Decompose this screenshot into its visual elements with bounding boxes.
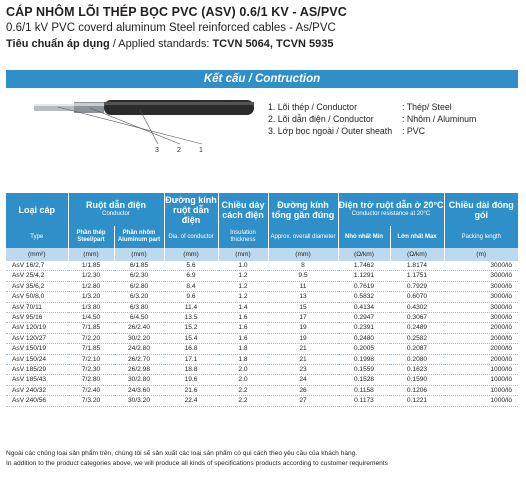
table-cell: 11 [268,281,338,291]
standards-line [6,36,347,52]
table-cell: 15.2 [164,323,218,333]
table-cell: 7/2.30 [68,365,114,375]
col-overall: Đường kính tổng gần đúng [268,193,338,226]
table-cell: AsV 120/27 [6,333,68,343]
units-row [6,248,518,261]
conductor-vi: Ruột dẫn điện [86,200,146,210]
conductor-en: Conductor [102,211,130,217]
legend-label: 2. Lõi dẫn điện / Conductor [268,114,374,124]
table-cell: 0.2489 [390,323,444,333]
footnote-vi: Ngoài các chủng loại sản phẩm trên, chúng tôi sẽ sản xuất các loại sản phẩm có qui cách theo yêu cầu của khách hàng. [6,450,358,457]
table-cell: 1.1751 [390,271,444,281]
table-cell: AsV 185/43 [6,375,68,385]
table-cell: 3000/lô [444,302,518,312]
page-subtitle: 0.6/1 kV PVC coverd aluminum Steel reinforced cables - As/PVC [6,22,336,34]
sub-alu: Phần nhôm Aluminum part [114,226,164,248]
legend-value: : PVC [402,126,425,136]
table-cell: 21 [268,344,338,354]
header-row-2 [6,226,518,248]
table-cell: 24 [268,375,338,385]
table-cell: 1000/lô [444,396,518,406]
sub-type: Type [6,226,68,248]
table-cell: AsV 120/19 [6,323,68,333]
col-insulation: Chiều dày cách điện [218,193,268,226]
resistance-en: Conductor resistance at 20°C [351,211,431,217]
table-cell: AsV 16/2,7 [6,261,68,271]
table-cell: 2000/lô [444,333,518,343]
table-cell: 27 [268,396,338,406]
table-cell: 21 [268,354,338,364]
table-cell: 26/2.70 [114,354,164,364]
table-cell: 1.1291 [338,271,390,281]
unit-cell: (m) [444,248,518,261]
table-cell: 5.6 [164,261,218,271]
legend-row [268,125,476,137]
table-cell: 2000/lô [444,354,518,364]
construction-legend [268,101,476,137]
table-row [6,292,518,302]
legend-label: 1. Lõi thép / Conductor [268,102,358,112]
table-row [6,313,518,323]
footnote-en: In addition to the product categories above, we will produce all kinds of specifications products according to customer requirements [6,460,388,467]
sub-dia: Dia. of conductor [164,226,218,248]
table-cell: 1/2.30 [68,271,114,281]
table-cell: 0.7929 [390,281,444,291]
table-cell: 2.2 [218,385,268,395]
table-cell: 23 [268,365,338,375]
table-cell: 1.8 [218,354,268,364]
table-cell: 11.4 [164,302,218,312]
table-cell: 1000/lô [444,365,518,375]
table-cell: 16.8 [164,344,218,354]
table-cell: 24/3.60 [114,385,164,395]
table-cell: 1.2 [218,281,268,291]
table-cell: 1/1.85 [68,261,114,271]
table-cell: 2000/lô [444,323,518,333]
table-cell: 0.1559 [338,365,390,375]
table-cell: 3000/lô [444,313,518,323]
page-title: CÁP NHÔM LÕI THÉP BỌC PVC (ASV) 0.6/1 KV - AS/PVC [6,5,347,19]
table-cell: 21.6 [164,385,218,395]
table-cell: 0.1158 [338,385,390,395]
col-diameter: Đường kính ruột dẫn điện [165,194,217,225]
table-cell: 30/3.20 [114,396,164,406]
table-cell: 6/2.80 [114,281,164,291]
table-cell: 0.4302 [390,302,444,312]
unit-cell: (mm) [218,248,268,261]
table-cell: 1.2 [218,271,268,281]
table-cell: 6/4.50 [114,313,164,323]
table-cell: 13.5 [164,313,218,323]
legend-label: 3. Lớp bọc ngoài / Outer sheath [268,126,393,136]
table-cell: AsV 50/8,0 [6,292,68,302]
table-cell: 3000/lô [444,281,518,291]
table-cell: 7/1.85 [68,323,114,333]
table-cell: 15.4 [164,333,218,343]
unit-cell: (Ω/km) [338,248,390,261]
table-cell: 1.4 [218,302,268,312]
table-cell: 0.2087 [390,344,444,354]
table-cell: 0.2005 [338,344,390,354]
unit-cell: (Ω/km) [390,248,444,261]
header-row-1 [6,193,518,226]
table-cell: 0.1623 [390,365,444,375]
table-cell: AsV 70/11 [6,302,68,312]
table-cell: 0.4134 [338,302,390,312]
legend-row [268,113,476,125]
table-cell: 1.8174 [390,261,444,271]
footnote [6,449,388,469]
table-cell: 17 [268,313,338,323]
table-cell: 19 [268,323,338,333]
table-cell: 15 [268,302,338,312]
table-cell: 26 [268,385,338,395]
table-cell: 0.2947 [338,313,390,323]
table-cell: 1.8 [218,344,268,354]
table-cell: 7/1.85 [68,344,114,354]
table-cell: 2.0 [218,375,268,385]
table-cell: 19 [268,333,338,343]
col-packing: Chiều dài đóng gói [444,193,518,226]
table-cell: AsV 95/16 [6,313,68,323]
table-cell: 8.4 [164,281,218,291]
table-cell: AsV 150/19 [6,344,68,354]
table-cell: 17.1 [164,354,218,364]
table-cell: 1.2 [218,292,268,302]
unit-cell: (mm) [68,248,114,261]
table-cell: 0.1528 [338,375,390,385]
unit-cell: (mm) [114,248,164,261]
table-cell: 1.6 [218,323,268,333]
table-cell: 22.4 [164,396,218,406]
table-cell: 9.5 [268,271,338,281]
table-cell: 7/2.80 [68,375,114,385]
legend-value: : Nhôm / Aluminum [402,114,477,124]
section-band: Kết cấu / Contruction [6,70,518,88]
table-row [6,354,518,364]
standards-prefix-en: / Applied standards: [109,38,213,50]
sub-rmin: Nhỏ nhất Min [338,226,390,248]
cable-label-3: 3 [155,147,159,154]
table-cell: 7/2.40 [68,385,114,395]
col-type: Loại cáp [6,193,68,226]
table-cell: 7/3.20 [68,396,114,406]
resistance-vi: Điện trở ruột dẫn ở 20°C [338,200,444,210]
table-cell: AsV 35/6,2 [6,281,68,291]
cable-label-1: 1 [199,147,203,154]
table-cell: 0.1590 [390,375,444,385]
table-cell: 1/3.20 [68,292,114,302]
unit-cell: (mm²) [6,248,68,261]
sub-steel: Phần thép Steel/part [68,226,114,248]
table-cell: AsV 25/4,2 [6,271,68,281]
cable-illustration [20,96,260,156]
legend-row [268,101,476,113]
table-cell: 6/3.80 [114,302,164,312]
unit-cell: (mm) [164,248,218,261]
table-cell: 0.2582 [390,333,444,343]
table-cell: 1/3.80 [68,302,114,312]
table-cell: AsV 240/56 [6,396,68,406]
sub-rmax: Lớn nhất Max [390,226,444,248]
table-row [6,271,518,281]
table-cell: 2.0 [218,365,268,375]
table-row [6,396,518,406]
table-cell: 18.8 [164,365,218,375]
table-row [6,344,518,354]
table-cell: 1/2.80 [68,281,114,291]
table-cell: 6.9 [164,271,218,281]
header [6,4,347,52]
table-row [6,261,518,271]
table-row [6,385,518,395]
table-cell: 13 [268,292,338,302]
table-row [6,323,518,333]
table-cell: 26/2.98 [114,365,164,375]
standards-prefix-vi: Tiêu chuẩn áp dụng [6,38,110,50]
sub-ins: Insulation thickness [218,226,268,248]
table-row [6,302,518,312]
table-cell: 8 [268,261,338,271]
table-cell: 3000/lô [444,292,518,302]
cable-label-2: 2 [177,147,181,154]
table-cell: 1000/lô [444,385,518,395]
col-resistance [338,193,444,226]
table-cell: 0.2391 [338,323,390,333]
table-cell: 1.0 [218,261,268,271]
table-cell: 0.1221 [390,396,444,406]
table-cell: 1/4.50 [68,313,114,323]
table-cell: 1.6 [218,313,268,323]
table-cell: 0.1206 [390,385,444,395]
table-row [6,333,518,343]
table-cell: 26/2.40 [114,323,164,333]
table-cell: 6/2.30 [114,271,164,281]
table-cell: 0.2480 [338,333,390,343]
table-cell: AsV 185/29 [6,365,68,375]
table-cell: 0.6070 [390,292,444,302]
table-body [6,261,518,406]
table-cell: 0.7619 [338,281,390,291]
table-cell: 2000/lô [444,344,518,354]
table-cell: 1000/lô [444,375,518,385]
table-row [6,281,518,291]
table-cell: 0.1173 [338,396,390,406]
table-cell: 1.7462 [338,261,390,271]
spec-table [6,193,518,407]
table-cell: 7/2.20 [68,333,114,343]
sub-pack: Packing length [444,226,518,248]
table-cell: AsV 240/32 [6,385,68,395]
legend-value: : Thép/ Steel [402,102,452,112]
sub-overall: Approx. overall diameter [268,226,338,248]
table-row [6,375,518,385]
table-cell: 9.6 [164,292,218,302]
table-cell: 7/2.10 [68,354,114,364]
table-cell: 3000/lô [444,271,518,281]
table-cell: 24/2.80 [114,344,164,354]
unit-cell: (mm) [268,248,338,261]
table-cell: AsV 150/24 [6,354,68,364]
table-cell: 30/2.20 [114,333,164,343]
table-cell: 6/1.85 [114,261,164,271]
col-conductor [68,193,164,226]
table-row [6,365,518,375]
table-cell: 0.1998 [338,354,390,364]
table-cell: 30/2.80 [114,375,164,385]
table-cell: 2.2 [218,396,268,406]
table-cell: 0.5832 [338,292,390,302]
table-cell: 0.3067 [390,313,444,323]
table-cell: 0.2080 [390,354,444,364]
standards-value: TCVN 5064, TCVN 5935 [212,38,334,50]
table-cell: 1.6 [218,333,268,343]
table-cell: 6/3.20 [114,292,164,302]
table-cell: 19.6 [164,375,218,385]
table-cell: 3000/lô [444,261,518,271]
